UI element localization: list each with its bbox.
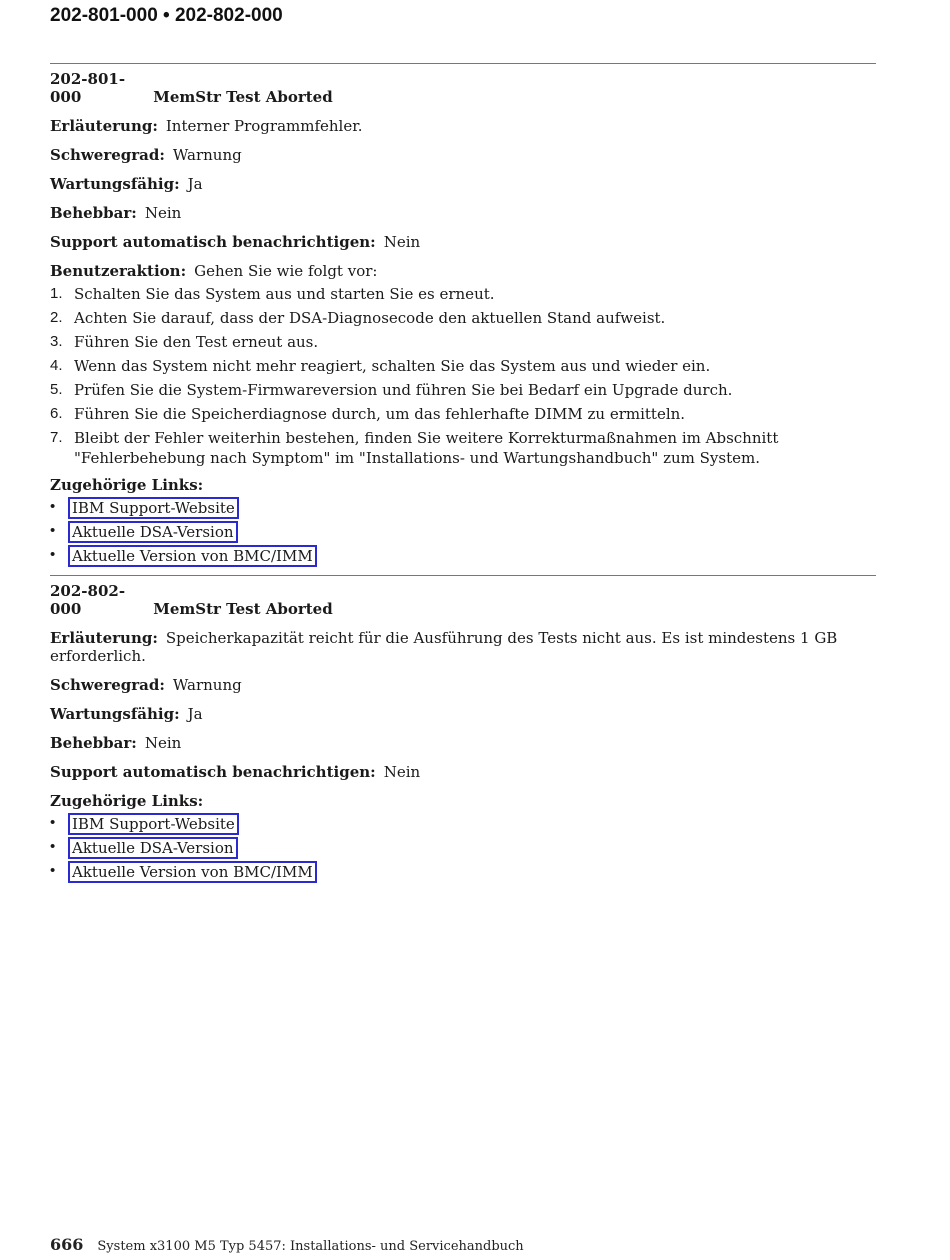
message-heading xyxy=(50,582,876,618)
message-202-801-000 xyxy=(50,63,876,569)
message-code: 202-801-000 xyxy=(50,70,126,106)
step-item: 1. Schalten Sie das System aus und starten Sie es erneut. xyxy=(50,285,495,303)
step-item: 5. Prüfen Sie die System-Firmwareversion und führen Sie bei Bedarf ein Upgrade durch. xyxy=(50,381,733,399)
section-divider xyxy=(50,575,876,576)
severity-field: Schweregrad: Warnung xyxy=(50,146,242,164)
page-footer xyxy=(50,1235,524,1254)
user-action-field: Benutzeraktion: Gehen Sie wie folgt vor: xyxy=(50,262,378,280)
notify-support-field: Support automatisch benachrichtigen: Nein xyxy=(50,233,421,251)
link-item xyxy=(50,545,876,569)
ibm-support-website-link[interactable]: IBM Support-Website xyxy=(68,813,239,835)
bullet-icon: • xyxy=(50,522,56,539)
bullet-icon: • xyxy=(50,498,56,515)
serviceable-field: Wartungsfähig: Ja xyxy=(50,705,203,723)
bullet-icon: • xyxy=(50,862,56,879)
step-item: 6. Führen Sie die Speicherdiagnose durch, um das fehlerhafte DIMM zu ermitteln. xyxy=(50,405,686,423)
user-action-steps xyxy=(50,284,876,468)
bullet-icon: • xyxy=(50,814,56,831)
footer-document-title: System x3100 M5 Typ 5457: Installations- und Servicehandbuch xyxy=(97,1239,524,1254)
bullet-icon: • xyxy=(50,838,56,855)
related-links-heading: Zugehörige Links: xyxy=(50,792,204,810)
notify-support-field: Support automatisch benachrichtigen: Nein xyxy=(50,763,421,781)
message-title: MemStr Test Aborted xyxy=(153,88,333,106)
bmc-imm-version-link[interactable]: Aktuelle Version von BMC/IMM xyxy=(68,861,317,883)
section-divider xyxy=(50,63,876,64)
dsa-version-link[interactable]: Aktuelle DSA-Version xyxy=(68,521,238,543)
message-heading xyxy=(50,70,876,106)
ibm-support-website-link[interactable]: IBM Support-Website xyxy=(68,497,239,519)
page-header-title: 202-801-000 • 202-802-000 xyxy=(50,5,283,26)
recoverable-field: Behebbar: Nein xyxy=(50,734,182,752)
dsa-version-link[interactable]: Aktuelle DSA-Version xyxy=(68,837,238,859)
serviceable-field: Wartungsfähig: Ja xyxy=(50,175,203,193)
link-item xyxy=(50,861,876,885)
step-item: 3. Führen Sie den Test erneut aus. xyxy=(50,333,319,351)
message-202-802-000 xyxy=(50,575,876,885)
severity-field: Schweregrad: Warnung xyxy=(50,676,242,694)
page-number: 666 xyxy=(50,1235,84,1254)
step-item: 4. Wenn das System nicht mehr reagiert, schalten Sie das System aus und wieder ein. xyxy=(50,357,711,375)
explanation-field: Erläuterung: Speicherkapazität reicht für die Ausführung des Tests nicht aus. Es ist mindestens 1 GB erforderlich. xyxy=(50,629,838,665)
message-title: MemStr Test Aborted xyxy=(153,600,333,618)
message-code: 202-802-000 xyxy=(50,582,126,618)
bullet-icon: • xyxy=(50,546,56,563)
related-links-list xyxy=(50,813,876,885)
recoverable-field: Behebbar: Nein xyxy=(50,204,182,222)
step-item: 7. Bleibt der Fehler weiterhin bestehen, finden Sie weitere Korrekturmaßnahmen im Abschnitt "Fehlerbehebung nach Symptom" im "Installations- und Wartungshandbuch" zum System. xyxy=(50,429,779,467)
bmc-imm-version-link[interactable]: Aktuelle Version von BMC/IMM xyxy=(68,545,317,567)
related-links-heading: Zugehörige Links: xyxy=(50,476,204,494)
explanation-field: Erläuterung: Interner Programmfehler. xyxy=(50,117,363,135)
link-item xyxy=(50,813,876,837)
step-item: 2. Achten Sie darauf, dass der DSA-Diagnosecode den aktuellen Stand aufweist. xyxy=(50,309,666,327)
related-links-list xyxy=(50,497,876,569)
link-item xyxy=(50,837,876,861)
link-item xyxy=(50,497,876,521)
link-item xyxy=(50,521,876,545)
